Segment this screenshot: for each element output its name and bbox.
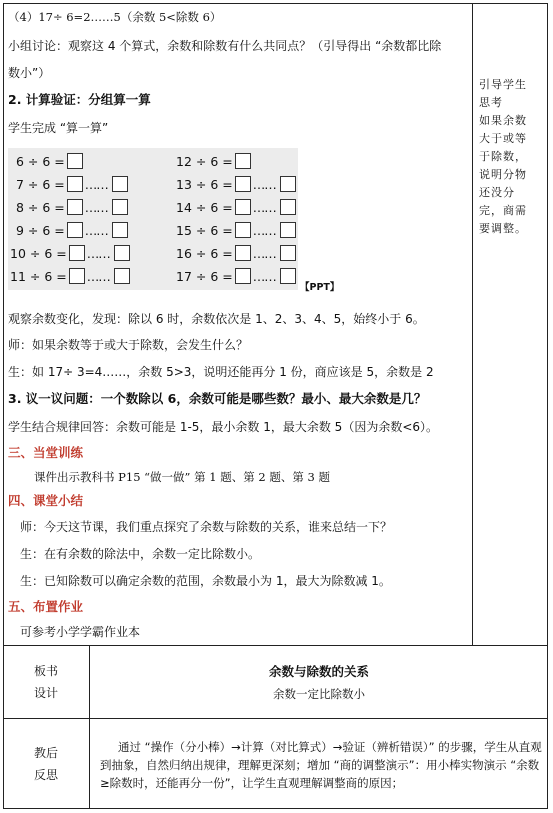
summary-teacher: 师：今天这节课，我们重点探究了余数与除数的关系，谁来总结一下？	[20, 520, 393, 534]
example-4: （4）17÷ 6=2……5（余数 5<除数 6）	[8, 10, 222, 24]
step-3-heading: 3. 议一议问题：一个数除以 6，余数可能是哪些数？最小、最大余数是几？	[8, 391, 427, 406]
teacher-question: 师：如果余数等于或大于除数，会发生什么？	[8, 338, 249, 352]
remainder-box	[280, 245, 296, 261]
exercise-row: 17 ÷ 6 = ……	[176, 268, 296, 284]
student-answer: 生：如 17÷ 3=4……，余数 5>3，说明还能再分 1 份，商应该是 5，余数是 2	[8, 365, 434, 379]
group-discussion: 小组讨论：观察这 4 个算式，余数和除数有什么共同点？（引导得出 “余数都比除	[8, 39, 442, 53]
exercise-row: 11 ÷ 6 = ……	[10, 268, 130, 284]
side-column-divider	[472, 3, 473, 646]
group-discussion-cont: 数小”）	[8, 66, 51, 80]
exercise-row: 13 ÷ 6 = ……	[176, 176, 296, 192]
exercise-row: 12 ÷ 6 =	[176, 153, 251, 169]
answer-box	[235, 153, 251, 169]
remainder-box	[114, 245, 130, 261]
homework: 可参考小学学霸作业本	[20, 625, 141, 639]
remainder-box	[280, 176, 296, 192]
answer-box	[67, 153, 83, 169]
reflection-text: 通过 “操作（分小棒）→计算（对比算式）→验证（辨析错误）” 的步骤，学生从直观到抽象，自然归纳出规律，理解更深刻；增加 “商的调整演示”：用小棒实物演示 “余数≥除数时，还能再分一份”，让学生直观理解调整商的原因；	[100, 740, 542, 790]
board-subtitle: 余数一定比除数小	[273, 687, 365, 701]
section-4-heading: 四、课堂小结	[8, 493, 84, 508]
summary-student-1: 生：在有余数的除法中，余数一定比除数小。	[20, 547, 261, 561]
answer-box	[235, 222, 251, 238]
answer-box	[235, 268, 251, 284]
answer-box	[235, 176, 251, 192]
answer-box	[235, 245, 251, 261]
student-task: 学生完成 “算一算”	[8, 121, 109, 135]
summary-student-2: 生：已知除数可以确定余数的范围，余数最小为 1，最大为除数减 1。	[20, 574, 391, 588]
remainder-box	[114, 268, 130, 284]
remainder-box	[112, 222, 128, 238]
board-label: 板书 设计	[33, 664, 58, 700]
exercise-row: 10 ÷ 6 = ……	[10, 245, 130, 261]
answer-box	[67, 176, 83, 192]
answer-box	[67, 199, 83, 215]
row-divider-reflection	[3, 718, 548, 719]
observation: 观察余数变化，发现：除以 6 时，余数依次是 1、2、3、4、5，始终小于 6。	[8, 312, 425, 326]
answer-box	[69, 245, 85, 261]
exercise-row: 6 ÷ 6 =	[16, 153, 83, 169]
row-divider-board	[3, 645, 548, 646]
reflection-label: 教后 反思	[33, 746, 58, 782]
remainder-box	[280, 199, 296, 215]
remainder-box	[112, 199, 128, 215]
section-5-heading: 五、布置作业	[8, 599, 84, 614]
remainder-box	[280, 222, 296, 238]
ppt-tag: 【PPT】	[300, 282, 340, 293]
side-note: 引导学生 思考 如果余数 大于或等 于除数， 说明分物 还没分 完，商需 要调整。	[479, 78, 527, 235]
exercise-row: 14 ÷ 6 = ……	[176, 199, 296, 215]
remainder-box	[112, 176, 128, 192]
board-title: 余数与除数的关系	[268, 664, 369, 679]
exercise-row: 16 ÷ 6 = ……	[176, 245, 296, 261]
step-2-heading: 2. 计算验证：分组算一算	[8, 92, 151, 107]
exercise-row: 15 ÷ 6 = ……	[176, 222, 296, 238]
answer-box	[235, 199, 251, 215]
exercise-row: 7 ÷ 6 = ……	[16, 176, 128, 192]
exercise-image	[8, 148, 298, 290]
student-rule-answer: 学生结合规律回答：余数可能是 1-5，最小余数 1，最大余数 5（因为余数<6）。	[8, 420, 439, 434]
answer-box	[69, 268, 85, 284]
remainder-box	[280, 268, 296, 284]
exercise-row: 9 ÷ 6 = ……	[16, 222, 128, 238]
answer-box	[67, 222, 83, 238]
exercise-row: 8 ÷ 6 = ……	[16, 199, 128, 215]
practice-task: 课件出示教科书 P15 “做一做” 第 1 题、第 2 题、第 3 题	[34, 470, 330, 484]
section-3-heading: 三、当堂训练	[8, 445, 84, 460]
